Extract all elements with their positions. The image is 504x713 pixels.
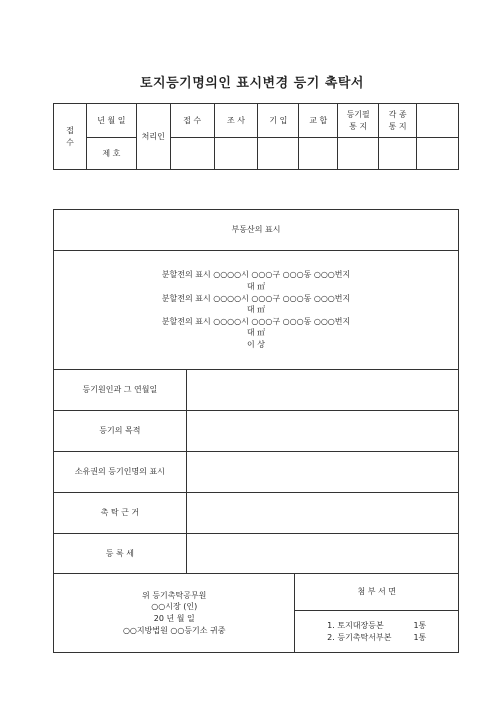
attachment-2-name: 2. 등기촉탁서부본: [327, 632, 392, 642]
field-value-purpose[interactable]: [186, 411, 458, 452]
property-area-2: 대 ㎡: [246, 305, 266, 315]
col-entry: 기 입: [258, 104, 299, 138]
registration-notice-box[interactable]: [338, 138, 379, 170]
property-footer: 이 상: [247, 339, 265, 349]
property-header: 부동산의 표시: [54, 210, 459, 251]
notice2-line1: 각 종: [388, 109, 407, 119]
number-label: 제 호: [86, 138, 136, 170]
property-description: [54, 251, 459, 370]
col-collation: 교 합: [299, 104, 338, 138]
col-reception: 접 수: [170, 104, 214, 138]
field-value-basis[interactable]: [186, 493, 458, 534]
signature-line-3: 20 년 월 일: [153, 614, 195, 623]
signature-line-2: ○○시장 (인): [151, 602, 198, 612]
property-area-1: 대 ㎡: [246, 282, 266, 292]
signature-line-4: ○○지방법원 ○○등기소 귀중: [122, 625, 226, 635]
col-various-notice: [379, 104, 417, 138]
field-label-cause: 등기원인과 그 연월일: [54, 370, 187, 411]
property-area-3: 대 ㎡: [246, 328, 266, 338]
collation-box[interactable]: [299, 138, 338, 170]
blank-box[interactable]: [417, 138, 459, 170]
property-line-3: 분할전의 표시 ○○○○시 ○○○구 ○○○동 ○○○번지: [161, 316, 351, 326]
reception-label-top: 접: [66, 125, 74, 135]
notice1-line1: 등기필: [346, 109, 370, 119]
various-notice-box[interactable]: [379, 138, 417, 170]
document-title: 토지등기명의인 표시변경 등기 촉탁서: [139, 76, 364, 91]
attachments-list: [295, 611, 459, 653]
handler-label: 처리인: [136, 104, 170, 170]
date-label: 년 월 일: [86, 104, 136, 138]
field-value-tax[interactable]: [186, 534, 458, 574]
notice1-line2: 통 지: [349, 121, 368, 131]
field-label-tax: 등 록 세: [54, 534, 187, 574]
attachments-header: 첨 부 서 면: [295, 574, 459, 611]
reception-label-bottom: 수: [66, 137, 74, 147]
entry-box[interactable]: [258, 138, 299, 170]
field-value-cause[interactable]: [186, 370, 458, 411]
property-line-1: 분할전의 표시 ○○○○시 ○○○구 ○○○동 ○○○번지: [161, 270, 351, 280]
col-registration-notice: [338, 104, 379, 138]
attachment-1-count: 1통: [413, 620, 427, 630]
reception-box[interactable]: [170, 138, 214, 170]
attachments-items: [327, 620, 426, 643]
blank-cell: [417, 104, 459, 138]
signature-block: [54, 574, 295, 653]
field-label-purpose: 등기의 목적: [54, 411, 187, 452]
attachment-2-count: 1통: [413, 632, 427, 642]
property-line-2: 분할전의 표시 ○○○○시 ○○○구 ○○○동 ○○○번지: [161, 293, 351, 303]
reception-table: [53, 103, 459, 170]
col-investigation: 조 사: [214, 104, 258, 138]
attachment-1-name: 1. 토지대장등본: [327, 620, 384, 630]
main-form-table: [53, 209, 459, 653]
signature-line-1: 위 등기촉탁공무원: [142, 590, 207, 600]
field-value-owner[interactable]: [186, 452, 458, 493]
field-label-basis: 촉 탁 근 거: [54, 493, 187, 534]
notice2-line2: 통 지: [388, 121, 407, 131]
field-label-owner: 소유권의 등기인명의 표시: [54, 452, 187, 493]
investigation-box[interactable]: [214, 138, 258, 170]
reception-label: [54, 104, 87, 170]
